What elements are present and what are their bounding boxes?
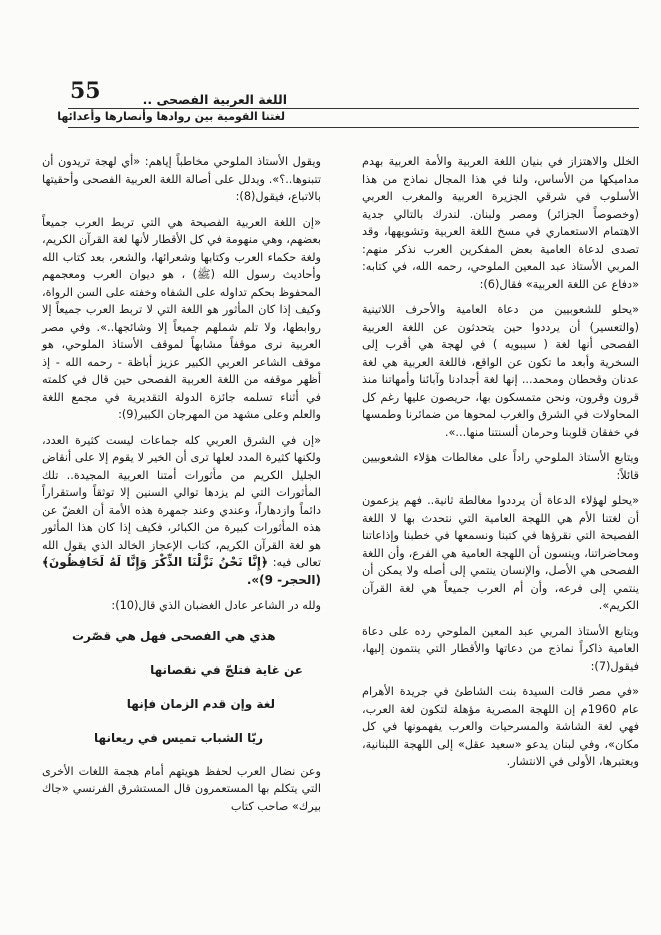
quote-paragraph: «يحلو للشعوبيين من دعاة العامية والأحرف اللاتينية (والتعسير) أن يرددوا حين يتحدثون عن اللغة العربية الفصحى أنها لغة ( سيبويه ) في لهجة هي أقرب إلى السخرية وأبعد ما تكون عن الواقع، فاللغة العربية هي لغة عدنان وقحطان ومحمد... إنها لغة أجدادنا وآبائنا وأمهاتنا منذ قرون وقرون، ونحن متمسكون بها، حريصون عليها رغم كل المحاولات في الشرق والغرب لمحوها من ضمائرنا وطمسها في خفقان قلوبنا وحرمان ألسنتنا منها...». (362, 303, 639, 439)
paragraph: ولله در الشاعر عادل الغضبان الذي قال(10): (111, 599, 321, 612)
running-title: اللغة العربية الفصحى .. (142, 92, 287, 107)
poem-verse: هذي هي الفصحى فهل هي قصّرت (72, 628, 276, 643)
text-column-left (42, 153, 321, 815)
header-rule-top (68, 108, 639, 109)
running-subtitle: لغتنا القومية بين روادها وأنصارها وأعدائها (57, 110, 285, 123)
paragraph: وعن نضال العرب لحفظ هويتهم أمام هجمة اللغات الأخرى التي يتكلم بها المستعمرون قال المستشرق الفرنسي «جاك بيرك» صاحب كتاب (42, 764, 321, 813)
quote-paragraph: «في مصر قالت السيدة بنت الشاطئ في جريدة الأهرام عام 1960م إن اللهجة المصرية مؤهلة لتكون لغة العرب، فهي لغة الشاشة والمسرحيات والعرب يفهمونها في كل مكان»، وفي لبنان يدعو «سعيد عقل» إلى اللهجة اللبنانية، ويعتبرها، الأولى في الانتشار. (362, 685, 639, 768)
paragraph: ويتابع الأستاذ المربي عبد المعين الملوحي رده على دعاة العامية ذاكراً نماذج من دعاتها والأقطار التي ينتمون إليها، فيقول(7): (362, 624, 639, 673)
poem-verse: عن غاية فتلجّ في نقصانها (150, 662, 303, 677)
poem-verse: لغة وإن قدم الزمان فإنها (126, 696, 275, 711)
paragraph: ويتابع الأستاذ الملوحي راداً على مغالطات هؤلاء الشعوبيين قائلاً: (362, 451, 639, 482)
page-number: 55 (70, 78, 101, 104)
paragraph: الخلل والاهتزاز في بنيان اللغة العربية والأمة العربية بهدم مداميكها من الأساس، ولنا في هذا المجال نماذج من هذا الأسلوب في شرقي الجزيرة العربية والمغرب العربي (وخصوصاً الجزائر) ومصر ولبنان. لندرك بالتالي جدية الاهتمام الاستعماري في مسخ اللغة العربية وتشويهها، وقد تصدى لدعاة العامية بعض المفكرين العرب نذكر منهم: المربي الأستاذ عبد المعين الملوحي، رحمه الله، في كتابه: «دفاع عن اللغة العربية» فقال(6): (362, 155, 639, 291)
quote-text: «إن في الشرق العربي كله جماعات ليست كثيرة العدد، ولكنها كثيرة المدد لعلها ترى أن الخير لا يقوم إلا على أنقاض الجليل الكريم من مأثورات أمتنا العربية المجيدة.. تلك المأثورات التي لم يزدها توالي السنين إلا توثقاً واستقراراً دائماً وازدهاراً، وعندي وعند جمهرة هذه الأمة أن الغضّ عن هذه المأثورات كبيرة من الكبائر، فكيف إذا كان هذا المأثور هو لغة القرآن الكريم، كتاب الإعجاز الخالد الذي يقول الله تعالى فيه: (42, 433, 321, 569)
quote-paragraph: «إن اللغة العربية الفصيحة هي التي تربط العرب جميعاً بعضهم، وهي منهومة في كل الأقطار لأنها لغة القرآن الكريم، ولغة حكماء العرب وكتابها وشعرائها، والشعر، بعد كتاب الله وأحاديث رسول الله (ﷺ) ، هو ديوان العرب ومعجمهم المحفوظ بحكم تداوله على الشفاه وخفته على السن الرواة، وكيف إذا كان المأثور هو اللغة التي لا تربط العرب جميعاً إلا روابطها، ولا تلم شملهم جميعاً إلا وشائجها..». وفي مصر العربية نرى موقفاً مشابهاً لموقف الأستاذ الملوحي، هو موقف الشاعر العربي الكبير عزيز أباظة - رحمه الله - إذ أظهر موقفه من اللغة العربية الفصحى حين قال في كلمته في أثناء تسلمه جائزة الدولة التقديرية في مجمع اللغة والعلم وعلى مشهد من المهرجان الكبير(9): (42, 215, 321, 421)
quran-verse: ﴿إِنَّا نَحْنُ نَزَّلْنَا الذِّكْرَ وَإِنَّا لَهُ لَحَافِظُونَ﴾ (الحجر- 9)». (42, 555, 321, 587)
quote-paragraph (42, 432, 321, 590)
paragraph: ويقول الأستاذ الملوحي مخاطباً إياهم: «أي لهجة تريدون أن تتبنوها..؟». ويدلل على أصالة اللغة العربية الفصحى وأحقيتها بالاتباع، فيقول(8): (42, 155, 321, 203)
quote-paragraph: «يحلو لهؤلاء الدعاة أن يرددوا مغالطة ثانية.. فهم يزعمون أن لغتنا الأم هي اللهجة العامية التي نتحدث بها لا اللغة الفصيحة التي نقرؤها في كتبنا ونسمعها في خطبنا وإذاعاتنا ومحاضراتنا، وينسون أن اللهجة العامية هي الفرع، وأن اللغة الفصحى هي الأصل، والإنسان ينتمي إلى أصله ولا يمكن أن ينتمي إلى فرعه، وأن أم العرب جميعاً هي لغة القرآن الكريم». (362, 494, 639, 612)
header-rule-bottom (68, 127, 639, 128)
text-column-right (362, 153, 639, 771)
poem-verse: ريّا الشباب تميس في ريعانها (94, 730, 263, 745)
poem (42, 627, 321, 747)
